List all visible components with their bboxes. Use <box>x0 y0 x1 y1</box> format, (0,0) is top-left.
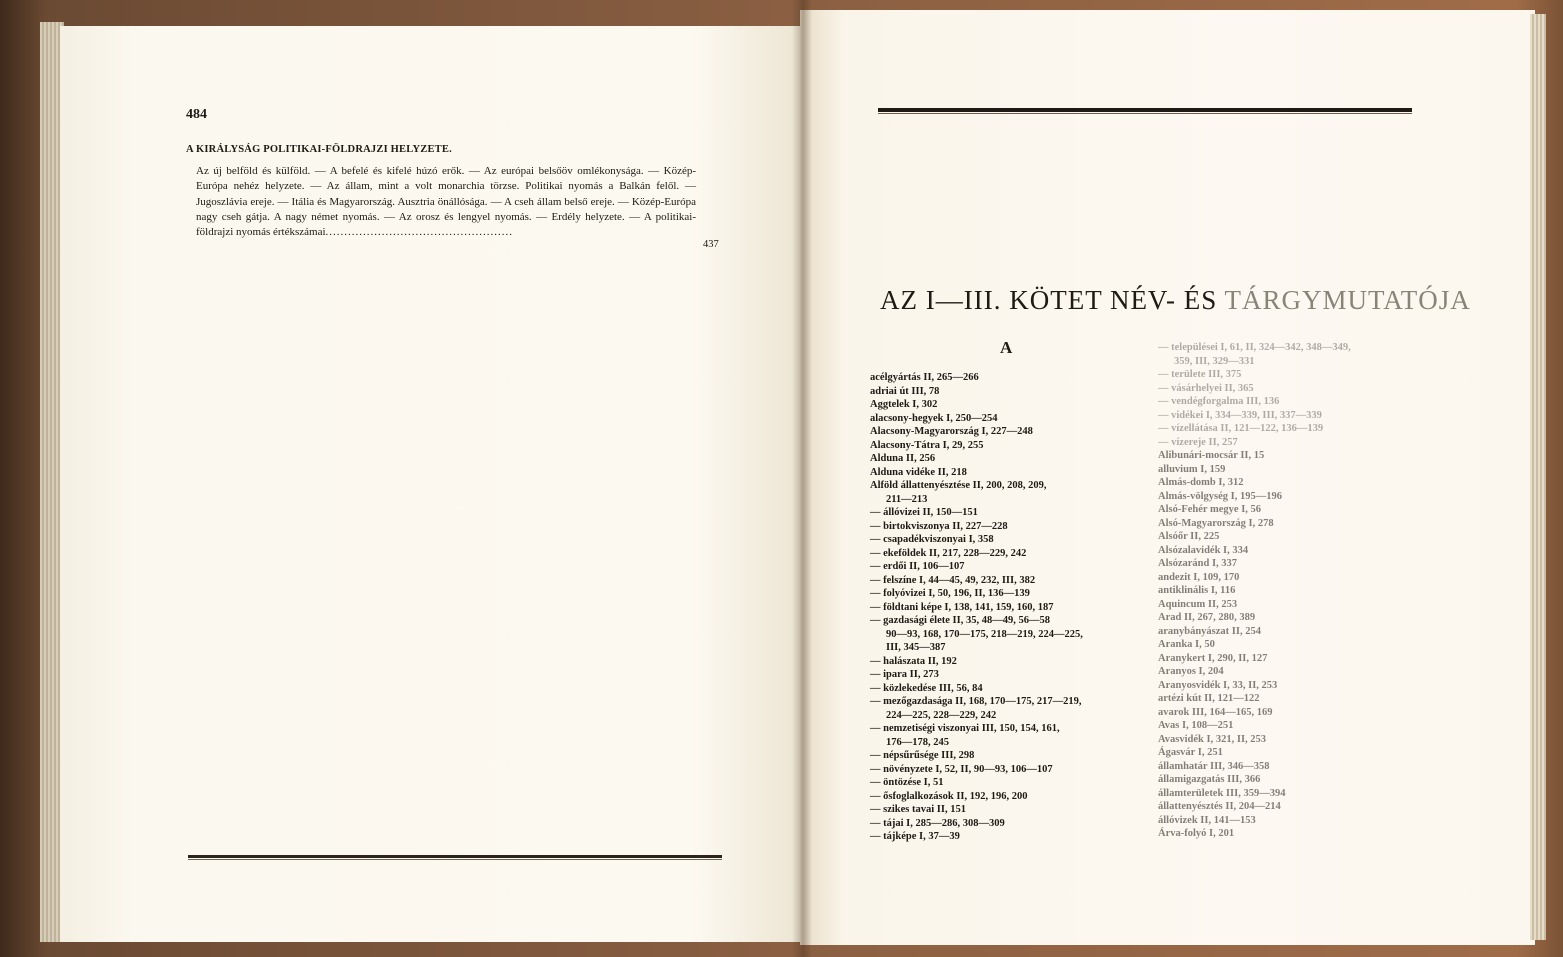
index-entry: — felszíne I, 44—45, 49, 232, III, 382 <box>870 574 1036 586</box>
index-entry: — birtokviszonya II, 227—228 <box>870 520 1008 532</box>
index-entry: alluvium I, 159 <box>1158 463 1226 475</box>
index-entry: — települései I, 61, II, 324—342, 348—349, <box>1158 342 1351 353</box>
index-entry: aranybányászat II, 254 <box>1158 625 1261 637</box>
index-entry: — vízereje II, 257 <box>1158 436 1238 448</box>
bottom-rule <box>188 855 722 860</box>
index-entry: — vízellátása II, 121—122, 136—139 <box>1158 423 1324 434</box>
index-entry: — területe III, 375 <box>1158 369 1242 380</box>
index-entry: alacsony-hegyek I, 250—254 <box>870 412 998 424</box>
index-entry: adriai út III, 78 <box>870 385 940 397</box>
index-entry: — gazdasági élete II, 35, 48—49, 56—58 <box>870 615 1050 626</box>
index-entry: Avas I, 108—251 <box>1158 720 1234 731</box>
index-entry: — tájai I, 285—286, 308—309 <box>870 817 1005 829</box>
index-entry: — földtani képe I, 138, 141, 159, 160, 187 <box>870 601 1054 613</box>
index-entry: — csapadékviszonyai I, 358 <box>870 534 994 545</box>
index-entry: Alsózalavidék I, 334 <box>1158 544 1249 556</box>
section-summary-text: Az új belföld és külföld. — A befelé és kifelé húzó erők. — Az európai belsőöv omlékonysága. — Közép-Európa nehéz helyzete. — Az állam, mint a volt monarchia törzse. Politikai nyomás a Balkán felől. — Jugoszlávia ereje. — Itália és Magyarország. Ausztria önállósága. — A cseh állam belső ereje. — Közép-Európa nagy cseh gátja. A nagy német nyomás. — Az orosz és lengyel nyomás. — Erdély helyzete. — A politikai-földrajzi nyomás értékszámai <box>196 165 696 239</box>
index-entry: 90—93, 168, 170—175, 218—219, 224—225, <box>886 628 1083 640</box>
index-column-1 <box>870 371 1083 844</box>
index-entry: — tájképe I, 37—39 <box>870 831 960 842</box>
index-entry: — ekeföldek II, 217, 228—229, 242 <box>870 547 1027 559</box>
index-entry: Alföld állattenyésztése II, 200, 208, 209, <box>870 480 1047 491</box>
index-entry: acélgyártás II, 265—266 <box>870 372 979 383</box>
index-letter: A <box>1000 338 1013 357</box>
index-entry: — vásárhelyei II, 365 <box>1158 382 1254 394</box>
index-title-faded: TÁRGYMUTATÓJA <box>1224 285 1471 315</box>
index-entry: állattenyésztés II, 204—214 <box>1158 801 1281 812</box>
index-entry: állóvizek II, 141—153 <box>1158 814 1256 826</box>
index-entry: — halászata II, 192 <box>870 655 957 667</box>
index-entry: — folyóvizei I, 50, 196, II, 136—139 <box>870 588 1030 599</box>
index-entry: — mezőgazdasága II, 168, 170—175, 217—219, <box>870 696 1082 707</box>
index-entry: Avasvidék I, 321, II, 253 <box>1158 733 1267 745</box>
index-entry: — növényzete I, 52, II, 90—93, 106—107 <box>870 763 1053 775</box>
index-entry: — közlekedése III, 56, 84 <box>870 682 983 694</box>
index-entry: — állóvizei II, 150—151 <box>870 507 978 518</box>
index-entry: Almás-domb I, 312 <box>1158 477 1244 488</box>
index-entry: — ipara II, 273 <box>870 669 939 680</box>
index-entry: Alsó-Fehér megye I, 56 <box>1158 504 1262 515</box>
index-entry: Alacsony-Magyarország I, 227—248 <box>870 426 1033 437</box>
page-number: 484 <box>186 107 207 122</box>
book-gutter <box>792 0 812 957</box>
section-page-ref: 437 <box>703 239 719 250</box>
index-entry: — vidékei I, 334—339, III, 337—339 <box>1158 409 1322 421</box>
index-entry: 359, III, 329—331 <box>1174 355 1255 367</box>
top-rule <box>878 108 1412 114</box>
page-edges-right <box>1530 14 1546 940</box>
index-entry: Aranyos I, 204 <box>1158 666 1224 677</box>
index-entry: artézi kút II, 121—122 <box>1158 693 1260 704</box>
index-entry: Aranykert I, 290, II, 127 <box>1158 652 1268 664</box>
index-entry: Aranka I, 50 <box>1158 639 1215 650</box>
index-entry: Alsózaránd I, 337 <box>1158 558 1238 569</box>
index-entry: Árva-folyó I, 201 <box>1158 828 1235 839</box>
index-entry: államigazgatás III, 366 <box>1158 774 1261 785</box>
index-entry: államterületek III, 359—394 <box>1158 787 1286 799</box>
index-entry: III, 345—387 <box>886 642 946 653</box>
index-entry: — öntözése I, 51 <box>870 777 944 788</box>
index-entry: Alduna II, 256 <box>870 453 936 464</box>
index-entry: — népsűrűsége III, 298 <box>870 750 975 761</box>
index-entry: — vendégforgalma III, 136 <box>1158 396 1280 407</box>
index-entry: Alduna vidéke II, 218 <box>870 466 967 478</box>
index-entry: andezit I, 109, 170 <box>1158 571 1240 583</box>
index-entry: államhatár III, 346—358 <box>1158 760 1270 772</box>
index-entry: Alacsony-Tátra I, 29, 255 <box>870 439 984 451</box>
index-entry: 211—213 <box>886 493 928 505</box>
index-column-2 <box>1158 341 1351 841</box>
index-entry: avarok III, 164—165, 169 <box>1158 706 1273 718</box>
leader-dots: .................................................. <box>325 226 514 239</box>
index-entry: Alsóőr II, 225 <box>1158 531 1220 542</box>
index-entry: Alibunári-mocsár II, 15 <box>1158 450 1265 461</box>
index-entry: Aquincum II, 253 <box>1158 598 1238 610</box>
index-entry: Ágasvár I, 251 <box>1158 747 1223 758</box>
index-entry: Alsó-Magyarország I, 278 <box>1158 517 1274 529</box>
index-entry: Arad II, 267, 280, 389 <box>1158 612 1256 623</box>
index-entry: — erdői II, 106—107 <box>870 561 965 572</box>
index-entry: — ősfoglalkozások II, 192, 196, 200 <box>870 790 1028 802</box>
index-entry: Aranyosvidék I, 33, II, 253 <box>1158 679 1278 691</box>
index-entry: — nemzetiségi viszonyai III, 150, 154, 161, <box>870 723 1060 734</box>
index-entry: — szikes tavai II, 151 <box>870 804 966 815</box>
index-entry: Almás-völgység I, 195—196 <box>1158 490 1282 502</box>
index-entry: Aggtelek I, 302 <box>870 399 938 410</box>
index-entry: 224—225, 228—229, 242 <box>886 709 997 721</box>
index-title-main: AZ I—III. KÖTET NÉV- ÉS <box>880 285 1225 315</box>
section-heading: A KIRÁLYSÁG POLITIKAI-FÖLDRAJZI HELYZETE. <box>186 144 452 155</box>
index-entry: antiklinális I, 116 <box>1158 585 1236 596</box>
index-title <box>880 285 1471 316</box>
section-summary <box>196 164 696 240</box>
index-entry: 176—178, 245 <box>886 736 949 748</box>
